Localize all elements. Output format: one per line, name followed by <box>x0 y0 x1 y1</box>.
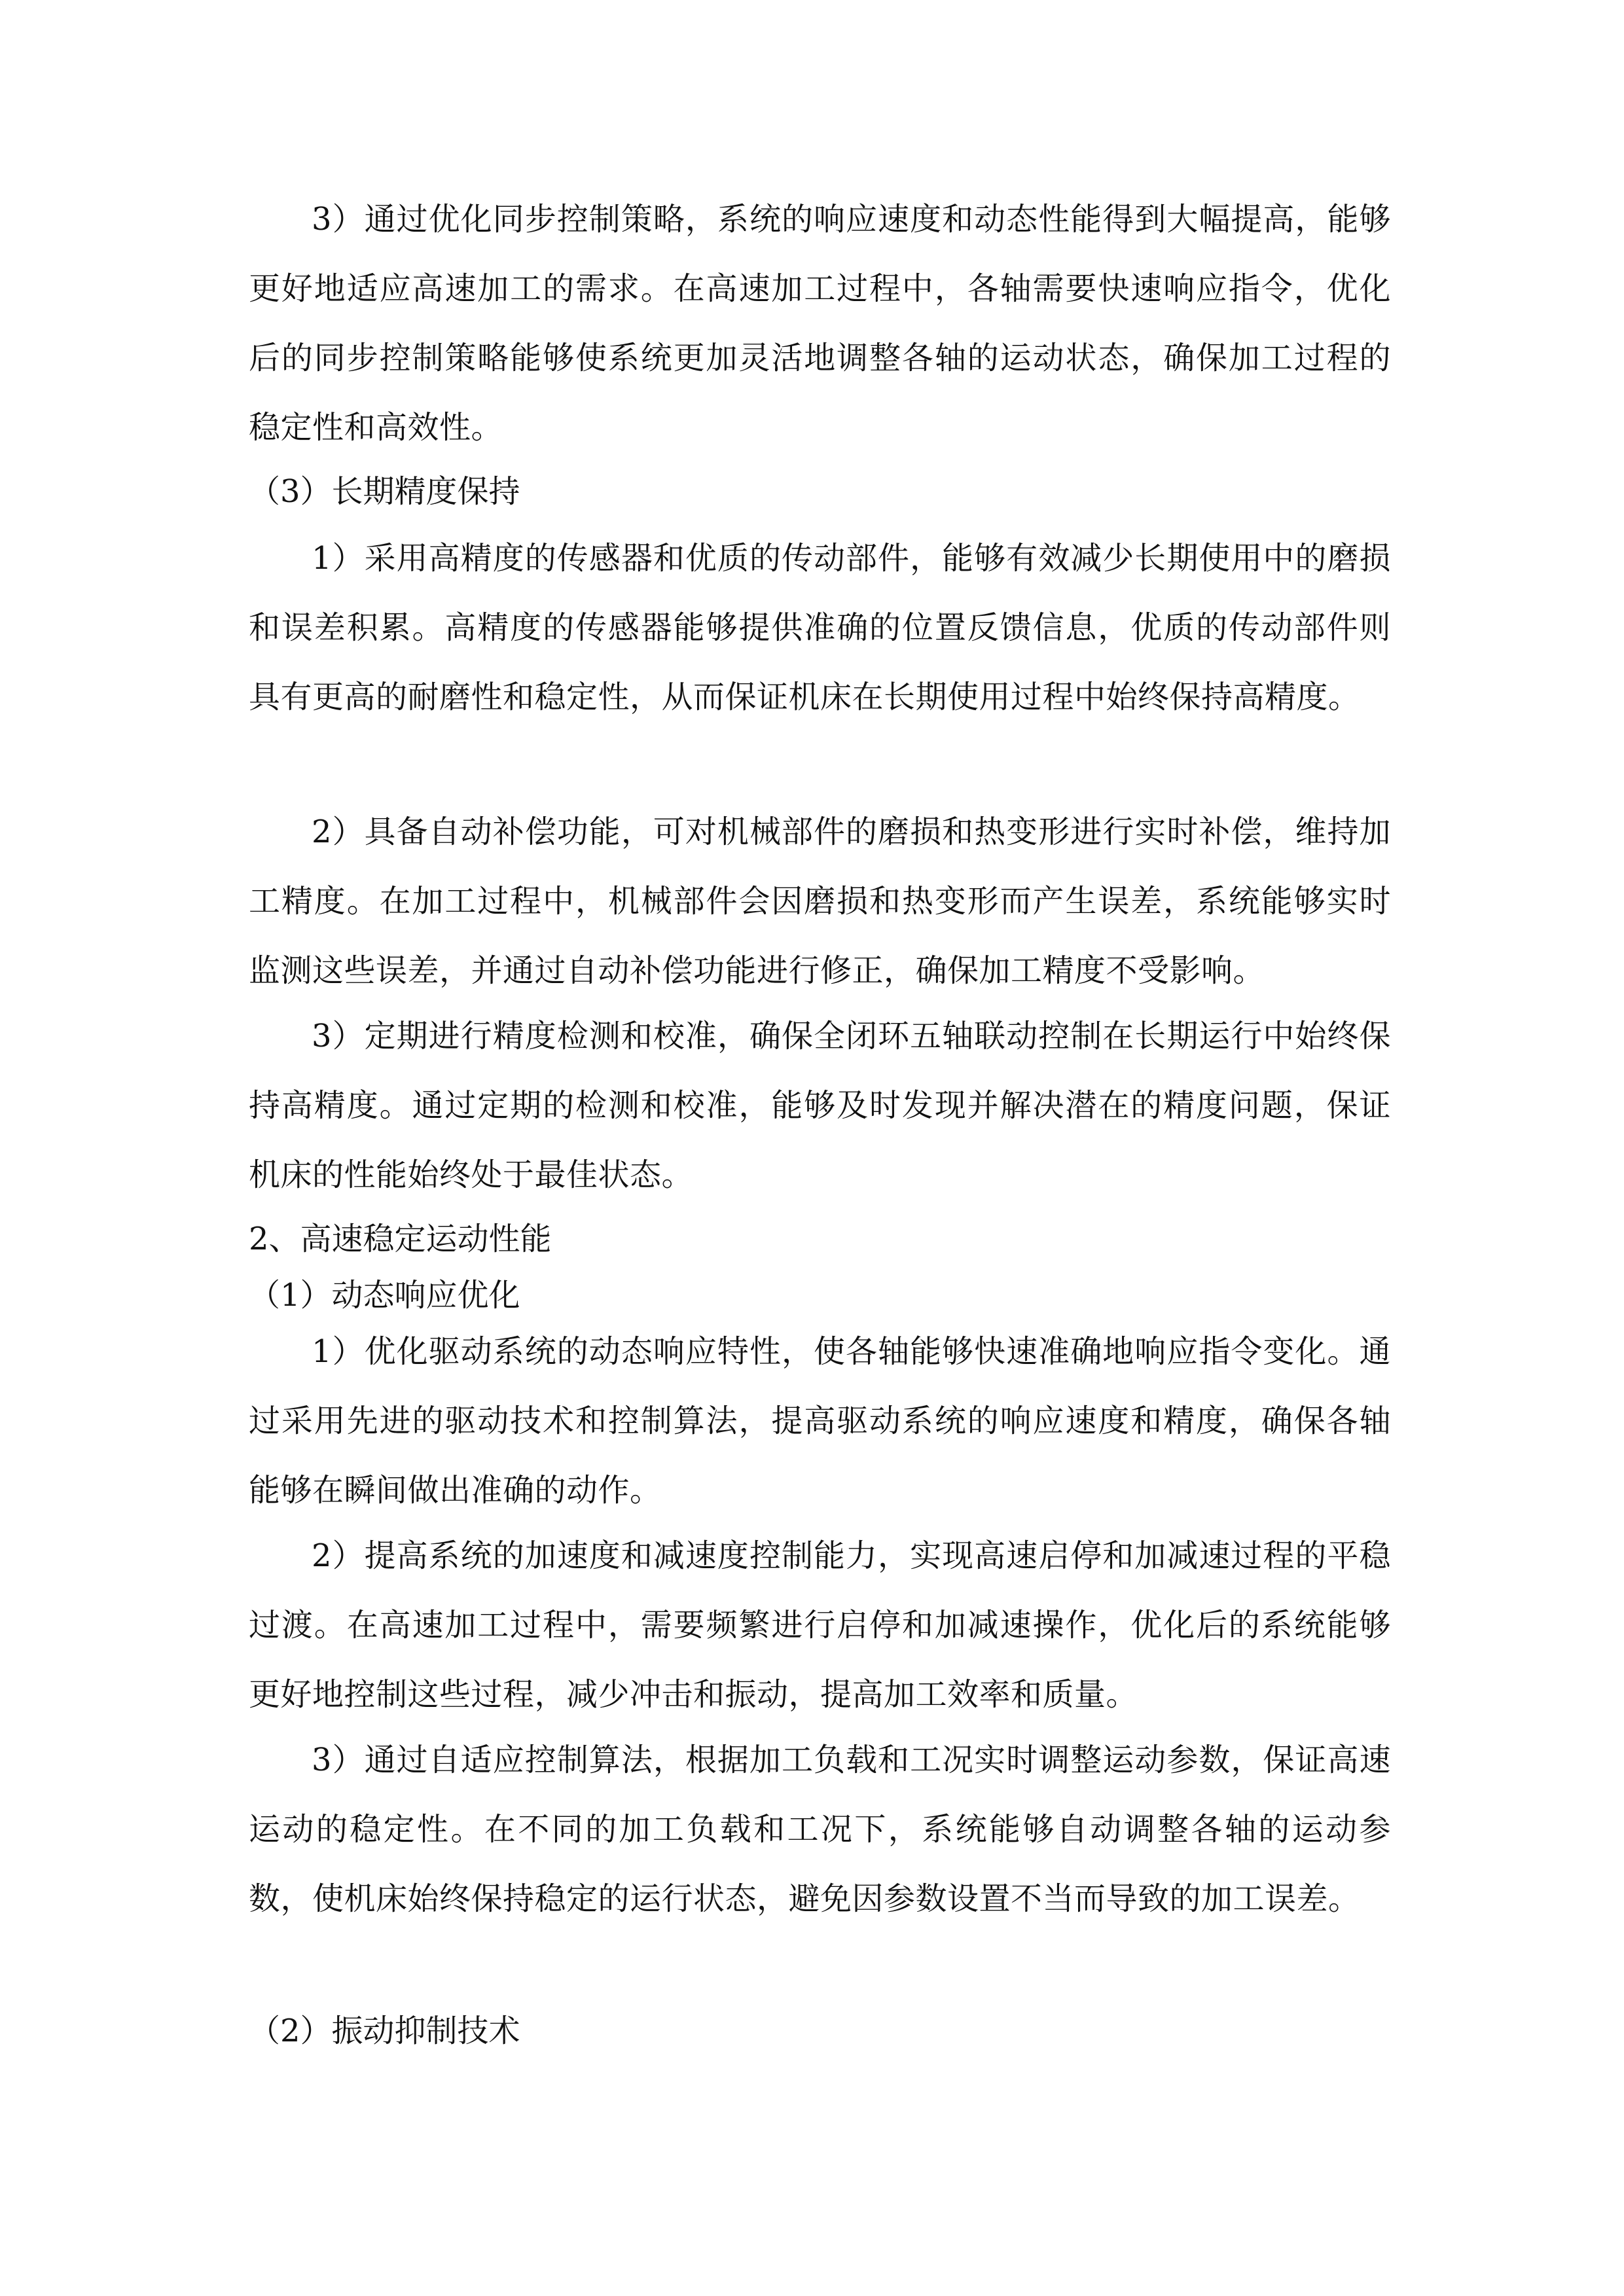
paragraph-text: 1）优化驱动系统的动态响应特性，使各轴能够快速准确地响应指令变化。通过采用先进的驱动技术和控制算法，提高驱动系统的响应速度和精度，确保各轴能够在瞬间做出准确的动作。 <box>249 1333 1391 1509</box>
paragraph-text: 3）通过优化同步控制策略，系统的响应速度和动态性能得到大幅提高，能够更好地适应高速加工的需求。在高速加工过程中，各轴需要快速响应指令，优化后的同步控制策略能够使系统更加灵活地调整各轴的运动状态，确保加工过程的稳定性和高效性。 <box>249 201 1391 446</box>
paragraph-text: 3）通过自适应控制算法，根据加工负载和工况实时调整运动参数，保证高速运动的稳定性。在不同的加工负载和工况下，系统能够自动调整各轴的运动参数，使机床始终保持稳定的运行状态，避免因参数设置不当而导致的加工误差。 <box>249 1742 1391 1917</box>
paragraph-text: 2）具备自动补偿功能，可对机械部件的磨损和热变形进行实时补偿，维持加工精度。在加工过程中，机械部件会因磨损和热变形而产生误差，系统能够实时监测这些误差，并通过自动补偿功能进行修正，确保加工精度不受影响。 <box>249 814 1391 989</box>
paragraph-high-precision-sensors <box>249 524 1391 732</box>
paragraph-drive-optimization <box>249 1317 1391 1525</box>
heading-text: 2、高速稳定运动性能 <box>249 1221 552 1257</box>
subheading-vibration-suppression <box>249 1996 1391 2066</box>
subheading-text: （1）动态响应优化 <box>249 1277 520 1314</box>
paragraph-periodic-calibration <box>249 1001 1391 1210</box>
subheading-text: （2）振动抑制技术 <box>249 2013 520 2049</box>
paragraph-text: 3）定期进行精度检测和校准，确保全闭环五轴联动控制在长期运行中始终保持高精度。通过定期的检测和校准，能够及时发现并解决潜在的精度问题，保证机床的性能始终处于最佳状态。 <box>249 1018 1391 1193</box>
subheading-text: （3）长期精度保持 <box>249 473 520 510</box>
paragraph-adaptive-control <box>249 1725 1391 1933</box>
paragraph-acceleration-control <box>249 1521 1391 1729</box>
subheading-long-term-precision <box>249 457 1391 526</box>
paragraph-text: 2）提高系统的加速度和减速度控制能力，实现高速启停和加减速过程的平稳过渡。在高速加工过程中，需要频繁进行启停和加减速操作，优化后的系统能够更好地控制这些过程，减少冲击和振动，提高加工效率和质量。 <box>249 1537 1391 1713</box>
paragraph-sync-control-response <box>249 185 1391 462</box>
paragraph-auto-compensation <box>249 797 1391 1005</box>
paragraph-text: 1）采用高精度的传感器和优质的传动部件，能够有效减少长期使用中的磨损和误差积累。高精度的传感器能够提供准确的位置反馈信息，优质的传动部件则具有更高的耐磨性和稳定性，从而保证机床在长期使用过程中始终保持高精度。 <box>249 540 1391 715</box>
